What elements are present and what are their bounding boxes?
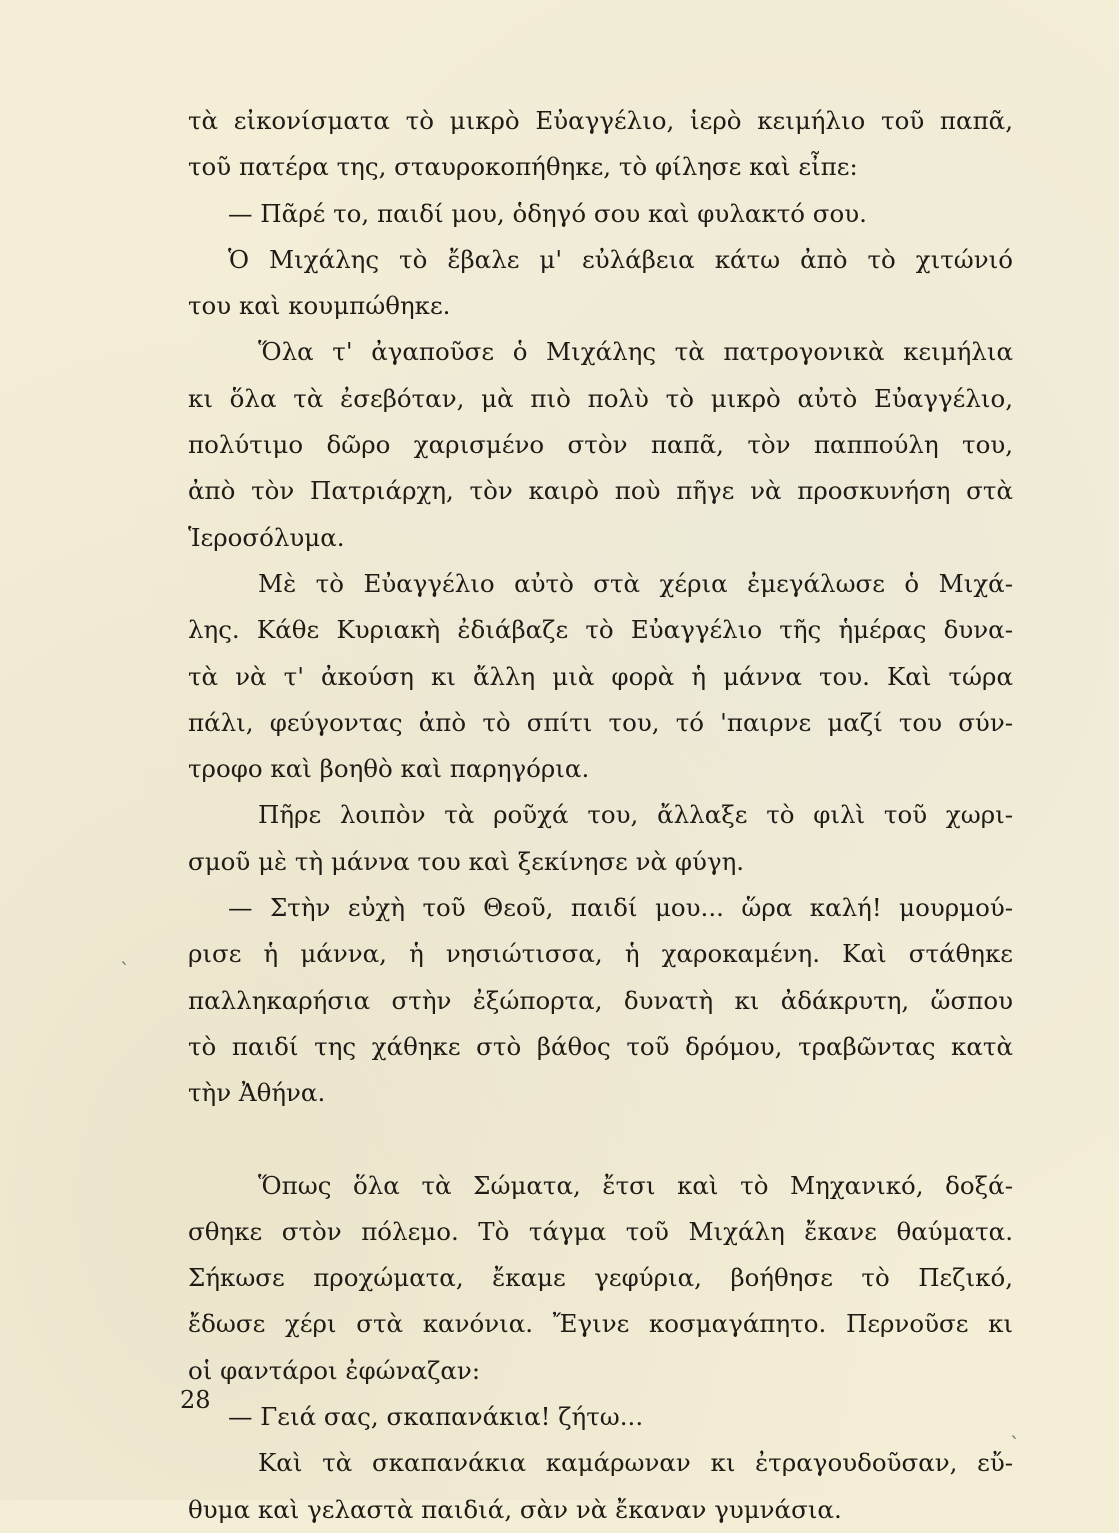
text-line: σμοῦ μὲ τὴ μάννα του καὶ ξεκίνησε νὰ φύγη. [188, 846, 745, 876]
text-line: — Στὴν εὐχὴ τοῦ Θεοῦ, παιδί μου... ὥρα καλή! μουρμού- [228, 893, 1013, 923]
text-line: παλληκαρήσια στὴν ἐξώπορτα, δυνατὴ κι ἀδάκρυτη, ὥσπου [188, 985, 1013, 1015]
text-line: Ὅλα τ' ἀγαποῦσε ὁ Μιχάλης τὰ πατρογονικὰ κειμήλια [258, 337, 1013, 367]
text-line: Μὲ τὸ Εὐαγγέλιο αὐτὸ στὰ χέρια ἐμεγάλωσε ὁ Μιχά- [258, 568, 1013, 598]
text-line: πάλι, φεύγοντας ἀπὸ τὸ σπίτι του, τό 'παιρνε μαζί του σύν- [188, 707, 1013, 737]
text-line: πολύτιμο δῶρο χαρισμένο στὸν παπᾶ, τὸν παππούλη του, [188, 430, 1013, 460]
text-line: τοῦ πατέρα της, σταυροκοπήθηκε, τὸ φίλησε καὶ εἶπε: [188, 152, 858, 182]
text-line: Πῆρε λοιπὸν τὰ ροῦχά του, ἄλλαξε τὸ φιλὶ τοῦ χωρι- [258, 800, 1013, 830]
text-line: τὰ εἰκονίσματα τὸ μικρὸ Εὐαγγέλιο, ἱερὸ κειμήλιο τοῦ παπᾶ, [188, 106, 1013, 135]
text-line: Σήκωσε προχώματα, ἔκαμε γεφύρια, βοήθησε τὸ Πεζικό, [188, 1263, 1013, 1293]
text-line: θυμα καὶ γελαστὰ παιδιά, σὰν νὰ ἔκαναν γυμνάσια. [188, 1494, 842, 1524]
text-line: Καὶ τὰ σκαπανάκια καμάρωναν κι ἐτραγουδοῦσαν, εὔ- [258, 1448, 1013, 1478]
text-line: ἀπὸ τὸν Πατριάρχη, τὸν καιρὸ ποὺ πῆγε νὰ προσκυνήση στὰ [188, 476, 1013, 506]
text-line: — Γειά σας, σκαπανάκια! ζήτω... [228, 1402, 644, 1432]
text-line: ρισε ἡ μάννα, ἡ νησιώτισσα, ἡ χαροκαμένη. Καὶ στάθηκε [188, 939, 1013, 969]
text-line: Ὅπως ὅλα τὰ Σώματα, ἔτσι καὶ τὸ Μηχανικό, δοξά- [258, 1170, 1013, 1200]
pencil-mark-icon: ˋ [120, 958, 130, 982]
text-line: — Πᾶρέ το, παιδί μου, ὁδηγό σου καὶ φυλακτό σου. [228, 198, 867, 228]
page-text [188, 98, 1013, 1533]
section-gap [188, 1117, 1013, 1163]
text-line: κι ὅλα τὰ ἐσεβόταν, μὰ πιὸ πολὺ τὸ μικρὸ αὐτὸ Εὐαγγέλιο, [188, 383, 1013, 413]
text-line: σθηκε στὸν πόλεμο. Τὸ τάγμα τοῦ Μιχάλη ἔκανε θαύματα. [188, 1216, 1013, 1246]
pencil-mark-icon: ˋ [1010, 1432, 1020, 1456]
text-line: τροφο καὶ βοηθὸ καὶ παρηγόρια. [188, 754, 590, 784]
text-line: τὴν Ἀθήνα. [188, 1078, 326, 1108]
text-line: λης. Κάθε Κυριακὴ ἐδιάβαζε τὸ Εὐαγγέλιο τῆς ἡμέρας δυνα- [188, 615, 1013, 645]
text-line: Ὁ Μιχάλης τὸ ἔβαλε μ' εὐλάβεια κάτω ἀπὸ τὸ χιτώνιό [228, 244, 1013, 274]
text-line: οἱ φαντάροι ἐφώναζαν: [188, 1355, 481, 1385]
text-line: τὸ παιδί της χάθηκε στὸ βάθος τοῦ δρόμου, τραβῶντας κατὰ [188, 1031, 1013, 1061]
page-number: 28 [180, 1386, 211, 1414]
text-line: τὰ νὰ τ' ἀκούση κι ἄλλη μιὰ φορὰ ἡ μάννα του. Καὶ τώρα [188, 661, 1013, 691]
text-line: ἔδωσε χέρι στὰ κανόνια. Ἔγινε κοσμαγάπητο. Περνοῦσε κι [188, 1309, 1013, 1339]
text-line: του καὶ κουμπώθηκε. [188, 291, 451, 321]
text-line: Ἱεροσόλυμα. [188, 522, 345, 552]
